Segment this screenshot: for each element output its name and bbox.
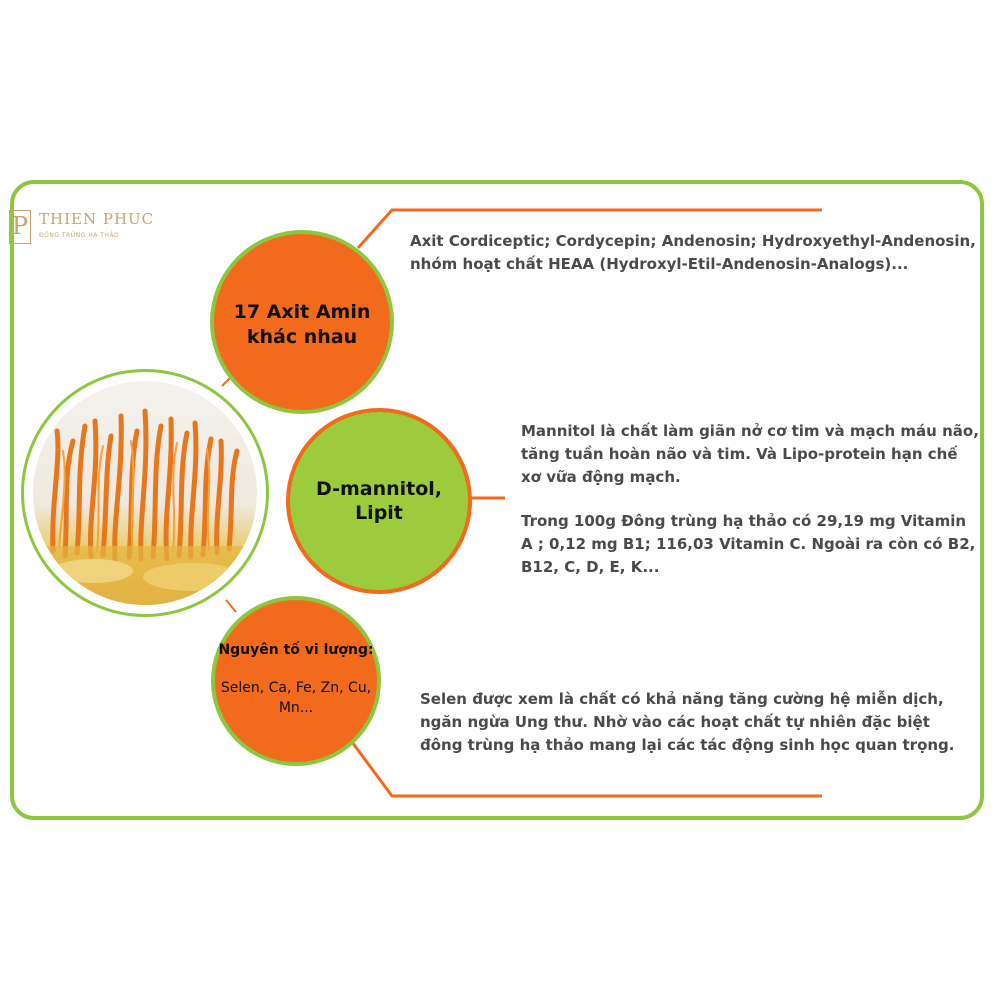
- trace-element-title: Nguyên tố vi lượng:: [218, 642, 374, 658]
- amino-acid-bubble: [210, 230, 394, 414]
- trace-element-bubble: [211, 596, 381, 766]
- cordyceps-illustration-icon: [33, 381, 257, 605]
- logo-mark-icon: P: [9, 210, 31, 244]
- logo-name: THIEN PHUC: [39, 210, 155, 228]
- vitamin-description: Trong 100g Đông trùng hạ thảo có 29,19 mg Vitamin A ; 0,12 mg B1; 116,03 Vitamin C. Ngoài ra còn có B2, B12, C, D, E, K...: [521, 512, 976, 576]
- amino-acid-description: Axit Cordiceptic; Cordycepin; Andenosin; Hydroxyethyl-Andenosin, nhóm hoạt chất HEAA (Hydroxyl-Etil-Andenosin-Analogs)...: [410, 232, 976, 273]
- logo-subtitle: ĐÔNG TRÙNG HẠ THẢO: [39, 232, 120, 239]
- mannitol-description: Mannitol là chất làm giãn nở cơ tim và mạch máu não, tăng tuần hoàn não và tim. Và Lipo-protein hạn chế xơ vữa động mạch.: [521, 422, 979, 486]
- mannitol-bubble: [286, 408, 472, 594]
- selen-description: Selen được xem là chất có khả năng tăng cường hệ miễn dịch, ngăn ngừa Ung thư. Nhờ vào các hoạt chất tự nhiên đặc biệt đông trùng hạ thảo mang lại các tác động sinh học quan trọng.: [420, 690, 955, 754]
- trace-element-list: Selen, Ca, Fe, Zn, Cu, Mn...: [220, 680, 372, 716]
- amino-acid-label: 17 Axit Amin khác nhau: [233, 301, 371, 348]
- cordyceps-photo: [33, 381, 257, 605]
- mannitol-label: D-mannitol, Lipit: [315, 478, 443, 524]
